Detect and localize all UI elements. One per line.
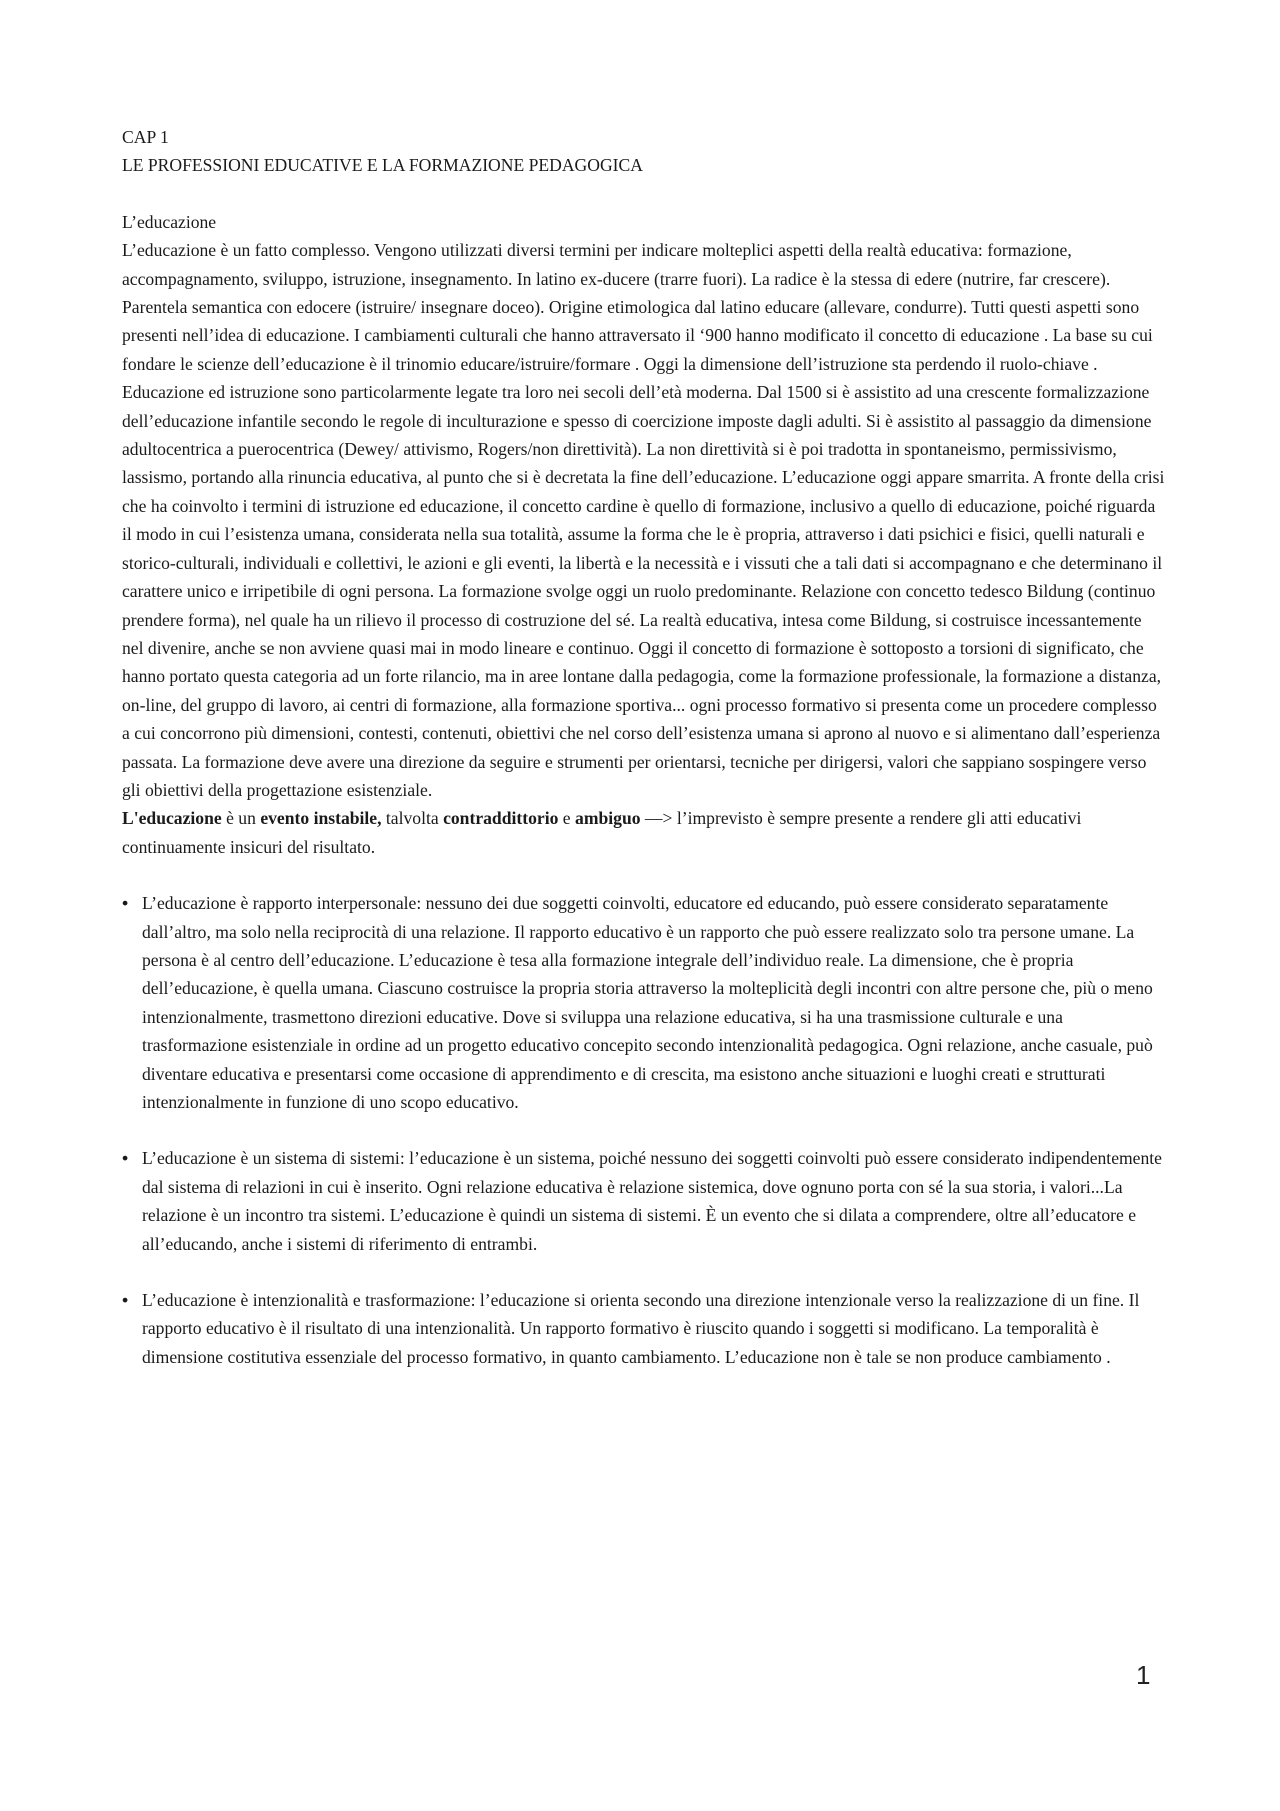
- emphasis-text: è un: [221, 808, 261, 829]
- emphasis-text: —> l’imprevisto è sempre presente a rendere gli atti educativi continuamente insicuri del risultato.: [122, 808, 1082, 857]
- emphasis-term: L'educazione: [122, 808, 222, 829]
- bullet-item: • L’educazione è un sistema di sistemi: l’educazione è un sistema, poiché nessuno dei soggetti coinvolti può essere considerato indipendentemente dal sistema di relazioni in cui è inserito. Ogni relazione educativa è relazione sistemica, dove ognuno porta con sé la sua storia, i valori...La relazione è un incontro tra sistemi. L’educazione è quindi un sistema di sistemi. È un evento che si dilata a comprendere, oltre all’educatore e all’educando, anche i sistemi di riferimento di entrambi.: [122, 1144, 1166, 1258]
- emphasis-text: talvolta: [381, 808, 444, 829]
- emphasis-text: e: [558, 808, 576, 829]
- section-body: L’educazione è un fatto complesso. Vengono utilizzati diversi termini per indicare molteplici aspetti della realtà educativa: formazione, accompagnamento, sviluppo, istruzione, insegnamento. In latino ex-ducere (trarre fuori). La radice è la stessa di edere (nutrire, far crescere). Parentela semantica con edocere (istruire/ insegnare doceo). Origine etimologica dal latino educare (allevare, condurre). Tutti questi aspetti sono presenti nell’idea di educazione. I cambiamenti culturali che hanno attraversato il ‘900 hanno modificato il concetto di educazione . La base su cui fondare le scienze dell’educazione è il trinomio educare/istruire/formare . Oggi la dimensione dell’istruzione sta perdendo il ruolo-chiave . Educazione ed istruzione sono particolarmente legate tra loro nei secoli dell’età moderna. Dal 1500 si è assistito ad una crescente formalizzazione dell’educazione infantile secondo le regole di inculturazione e spesso di coercizione imposte dagli adulti. Si è assistito al passaggio da dimensione adultocentrica a puerocentrica (Dewey/ attivismo, Rogers/non direttività). La non direttività si è poi tradotta in spontaneismo, permissivismo, lassismo, portando alla rinuncia educativa, al punto che si è decretata la fine dell’educazione. L’educazione oggi appare smarrita. A fronte della crisi che ha coinvolto i termini di istruzione ed educazione, il concetto cardine è quello di formazione, inclusivo a quello di educazione, poiché riguarda il modo in cui l’esistenza umana, considerata nella sua totalità, assume la forma che le è propria, attraverso i dati psichici e fisici, quelli naturali e storico-culturali, individuali e collettivi, le azioni e gli eventi, la libertà e la necessità e i vissuti che a tali dati si accompagnano e che determinano il carattere unico e irripetibile di ogni persona. La formazione svolge oggi un ruolo predominante. Relazione con concetto tedesco Bildung (continuo prendere forma), nel quale ha un rilievo il processo di costruzione del sé. La realtà educativa, intesa come Bildung, si costruisce incessantemente nel divenire, anche se non avviene quasi mai in modo lineare e continuo. Oggi il concetto di formazione è sottoposto a torsioni di significato, che hanno portato questa categoria ad un forte rilancio, ma in aree lontane dalla pedagogia, come la formazione professionale, la formazione a distanza, on-line, del gruppo di lavoro, ai centri di formazione, alla formazione sportiva... ogni processo formativo si presenta come un procedere complesso a cui concorrono più dimensioni, contesti, contenuti, obiettivi che nel corso dell’esistenza umana si aprono al nuovo e si alimentano dall’esperienza passata. La formazione deve avere una direzione da seguire e strumenti per orientarsi, tecniche per dirigersi, valori che sappiano sospingere verso gli obiettivi della progettazione esistenziale.: [122, 240, 1165, 800]
- section-heading: L’educazione: [122, 211, 217, 232]
- document-page: [122, 123, 1166, 1399]
- emphasis-term: evento instabile,: [260, 808, 382, 829]
- bullet-item: • L’educazione è intenzionalità e trasformazione: l’educazione si orienta secondo una direzione intenzionale verso la realizzazione di un fine. Il rapporto educativo è il risultato di una intenzionalità. Un rapporto formativo è riuscito quando i soggetti si modificano. La temporalità è dimensione costitutiva essenziale del processo formativo, in quanto cambiamento. L’educazione non è tale se non produce cambiamento .: [122, 1286, 1166, 1371]
- bullet-item: • L’educazione è rapporto interpersonale: nessuno dei due soggetti coinvolti, educatore ed educando, può essere considerato separatamente dall’altro, ma solo nella reciprocità di una relazione. Il rapporto educativo è un rapporto che può essere realizzato solo tra persone umane. La persona è al centro dell’educazione. L’educazione è tesa alla formazione integrale dell’individuo reale. La dimensione, che è propria dell’educazione, è quella umana. Ciascuno costruisce la propria storia attraverso la molteplicità degli incontri con altre persone che, più o meno intenzionalmente, trasmettono direzioni educative. Dove si sviluppa una relazione educativa, si ha una trasmissione culturale e una trasformazione esistenziale in ordine ad un progetto educativo concepito secondo intenzionalità pedagogica. Ogni relazione, anche casuale, può diventare educativa e presentarsi come occasione di apprendimento e di crescita, ma esistono anche situazioni e luoghi creati e strutturati intenzionalmente in funzione di uno scopo educativo.: [122, 889, 1166, 1116]
- chapter-title: LE PROFESSIONI EDUCATIVE E LA FORMAZIONE PEDAGOGICA: [122, 155, 643, 176]
- chapter-label: CAP 1: [122, 127, 169, 147]
- page-number: 1: [1136, 1660, 1151, 1690]
- emphasis-term: contraddittorio: [443, 808, 559, 829]
- bullet-list: [122, 889, 1166, 1371]
- emphasis-term: ambiguo: [575, 808, 641, 829]
- emphasis-paragraph: [122, 804, 1166, 861]
